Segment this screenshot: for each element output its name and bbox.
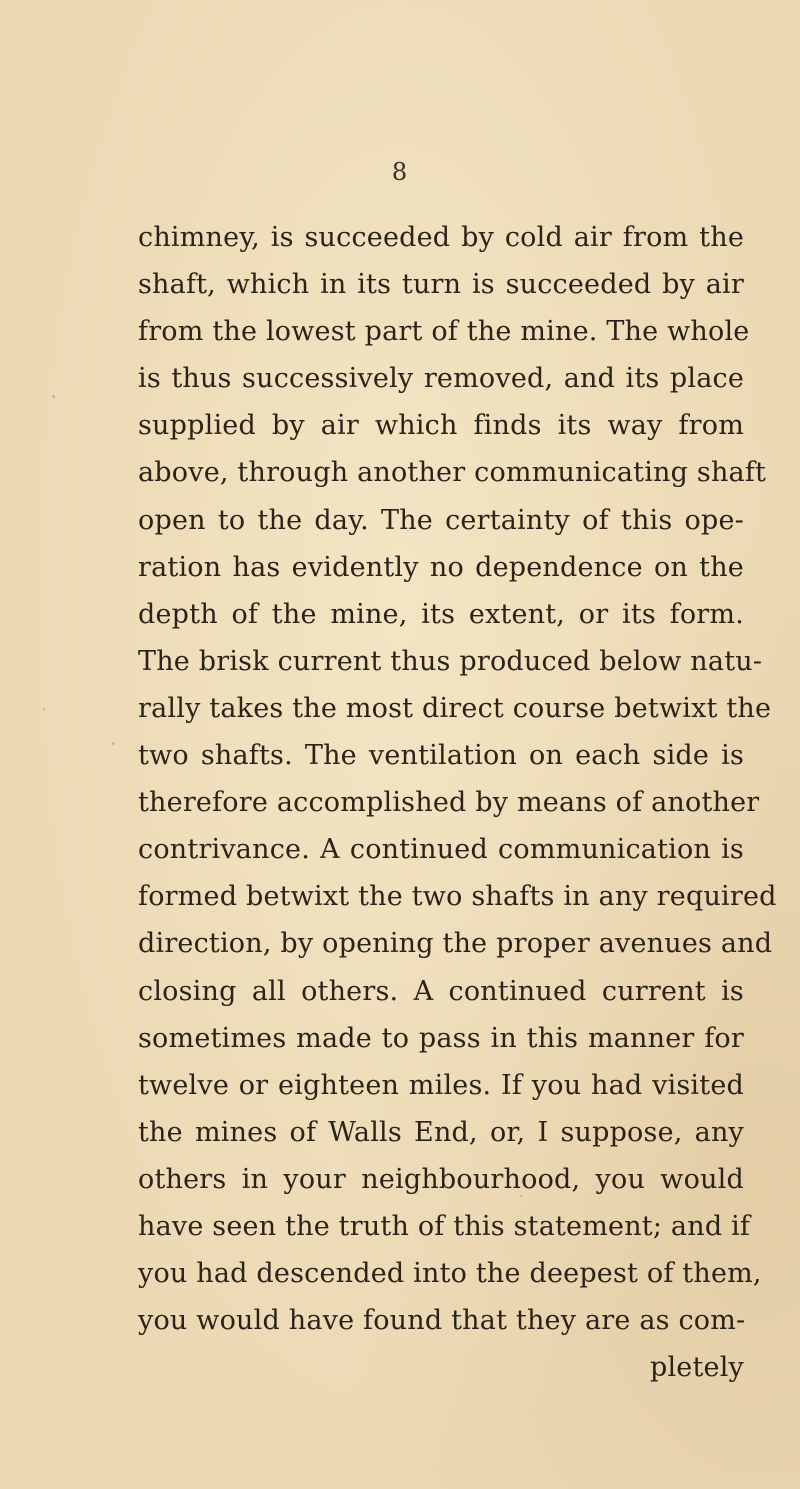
text-line: open to the day. The certainty of this ope- [138, 504, 744, 536]
text-line: closing all others. A continued current is [138, 975, 744, 1007]
text-line: have seen the truth of this statement; and if [138, 1210, 751, 1242]
paper-speck [520, 1195, 522, 1197]
text-line: The brisk current thus produced below natu- [138, 645, 763, 677]
text-line: depth of the mine, its extent, or its form. [138, 598, 744, 630]
text-line: two shafts. The ventilation on each side is [138, 740, 744, 772]
text-line: supplied by air which finds its way from [138, 410, 744, 442]
text-line: therefore accomplished by means of another [138, 787, 760, 819]
text-line: shaft, which in its turn is succeeded by air [138, 269, 744, 301]
text-line: above, through another communicating shaft [138, 457, 767, 489]
text-line: formed betwixt the two shafts in any required [138, 881, 777, 913]
paper-speck [52, 395, 55, 398]
text-line: chimney, is succeeded by cold air from the [138, 222, 744, 253]
catchword: pletely [649, 1352, 744, 1384]
text-line: the mines of Walls End, or, I suppose, any [138, 1116, 744, 1148]
paper-speck [43, 708, 45, 710]
text-line: ration has evidently no dependence on the [138, 551, 744, 583]
text-line: twelve or eighteen miles. If you had visited [138, 1069, 744, 1101]
text-line: you would have found that they are as com- [138, 1305, 746, 1337]
text-line: others in your neighbourhood, you would [138, 1163, 744, 1195]
text-line: sometimes made to pass in this manner for [138, 1022, 744, 1054]
text-line: from the lowest part of the mine. The whole [138, 316, 750, 348]
text-line: contrivance. A continued communication is [138, 834, 744, 866]
text-line: is thus successively removed, and its place [138, 363, 744, 395]
paper-speck [112, 742, 114, 745]
text-line: rally takes the most direct course betwixt the [138, 692, 772, 724]
body-text [138, 214, 777, 1391]
page-number: 8 [391, 158, 409, 186]
text-line: direction, by opening the proper avenues and [138, 928, 773, 960]
text-line: you had descended into the deepest of them, [138, 1258, 762, 1290]
